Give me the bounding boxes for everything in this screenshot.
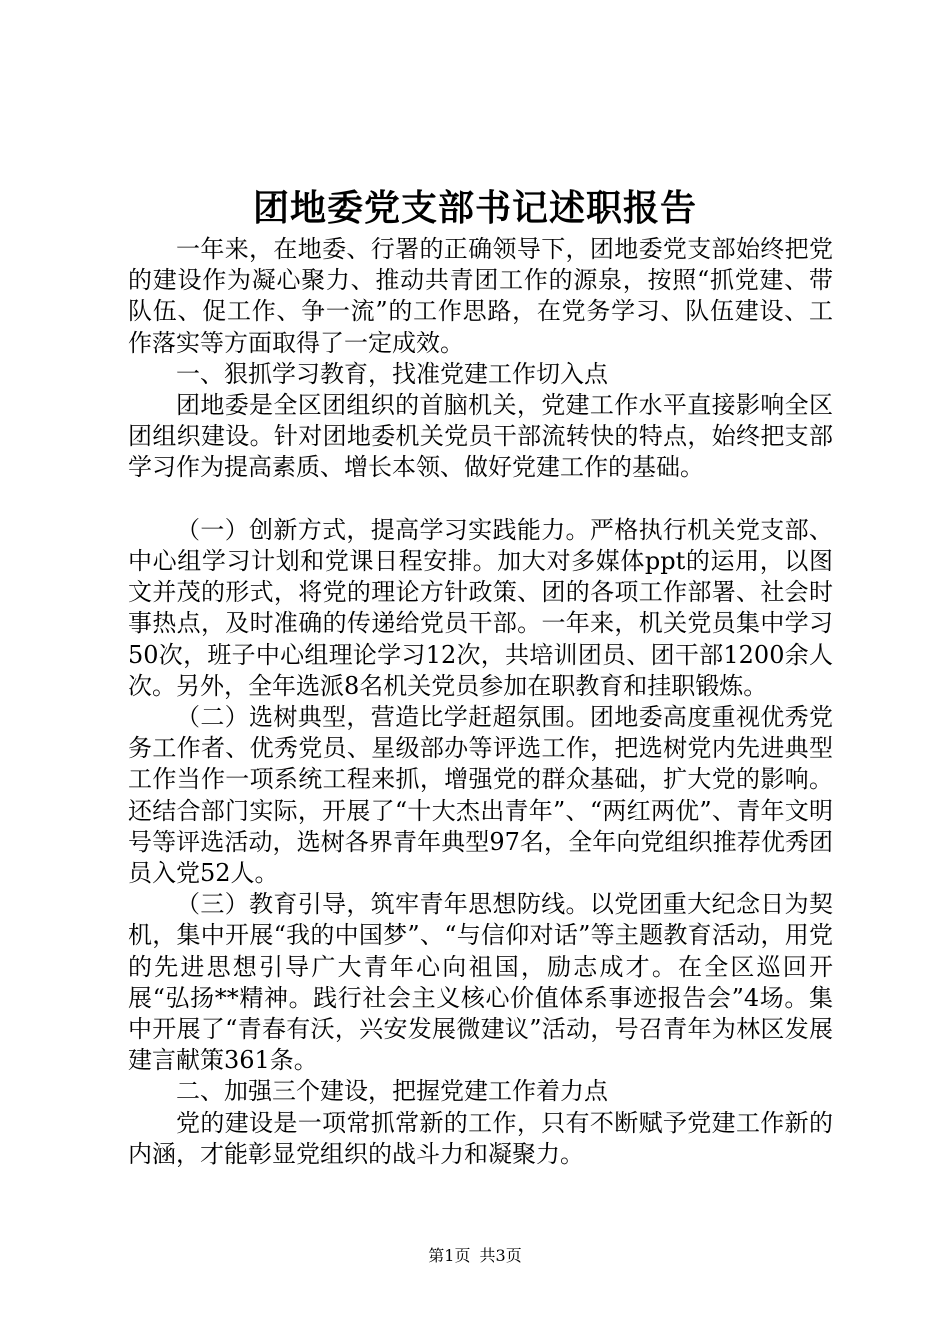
page-footer — [0, 1244, 950, 1268]
paragraph-section-2-intro: 党的建设是一项常抓常新的工作，只有不断赋予党建工作新的内涵，才能彰显党组织的战斗力和凝聚力。 — [128, 1108, 833, 1168]
paragraph-section-1-intro: 团地委是全区团组织的首脑机关，党建工作水平直接影响全区团组织建设。针对团地委机关党员干部流转快的特点，始终把支部学习作为提高素质、增长本领、做好党建工作的基础。 — [128, 391, 833, 482]
page-number: 第1页 — [428, 1246, 471, 1265]
document-body — [128, 234, 833, 1170]
section-heading-1: 一、狠抓学习教育，找准党建工作切入点 — [176, 359, 608, 388]
paragraph-intro: 一年来，在地委、行署的正确领导下，团地委党支部始终把党的建设作为凝心聚力、推动共青团工作的源泉，按照“抓党建、带队伍、促工作、争一流”的工作思路，在党务学习、队伍建设、工作落实等方面取得了一定成效。 — [128, 235, 833, 357]
paragraph-subsection-3: （三）教育引导，筑牢青年思想防线。以党团重大纪念日为契机，集中开展“我的中国梦”、“与信仰对话”等主题教育活动，用党的先进思想引导广大青年心向祖国，励志成才。在全区巡回开展“弘扬**精神。践行社会主义核心价值体系事迹报告会”4场。集中开展了“青春有沃，兴安发展微建议”活动，号召青年为林区发展建言献策361条。 — [128, 890, 833, 1075]
document-title: 团地委党支部书记述职报告 — [252, 187, 697, 229]
section-heading-2: 二、加强三个建设，把握党建工作着力点 — [176, 1077, 608, 1106]
paragraph-subsection-2: （二）选树典型，营造比学赶超氛围。团地委高度重视优秀党务工作者、优秀党员、星级部办等评选工作，把选树党内先进典型工作当作一项系统工程来抓，增强党的群众基础，扩大党的影响。还结合部门实际，开展了“十大杰出青年”、“两红两优”、青年文明号等评选活动，选树各界青年典型97名，全年向党组织推荐优秀团员入党52人。 — [128, 703, 833, 888]
page-total: 共3页 — [479, 1246, 522, 1265]
paragraph-subsection-1: （一）创新方式，提高学习实践能力。严格执行机关党支部、中心组学习计划和党课日程安排。加大对多媒体ppt的运用，以图文并茂的形式，将党的理论方针政策、团的各项工作部署、社会时事热点，及时准确的传递给党员干部。一年来，机关党员集中学习50次，班子中心组理论学习12次，共培训团员、团干部1200余人次。另外，全年选派8名机关党员参加在职教育和挂职锻炼。 — [128, 515, 833, 700]
